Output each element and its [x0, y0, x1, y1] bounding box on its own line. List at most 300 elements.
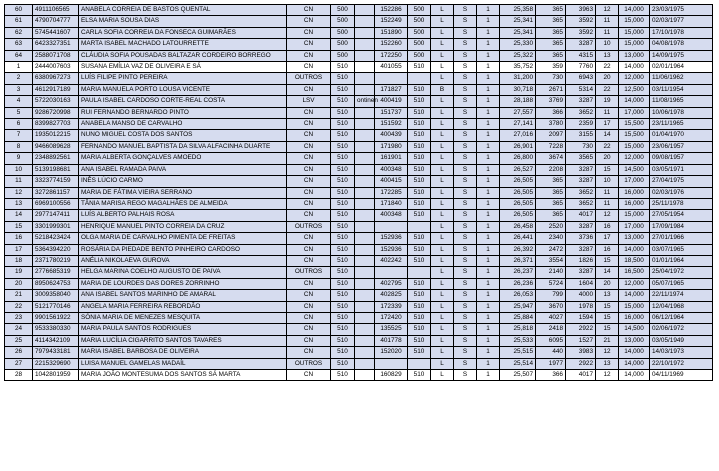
id-number-cell: 7979433181	[33, 347, 79, 358]
exam-score-cell: 15,000	[619, 210, 650, 221]
table-row	[5, 130, 713, 141]
group-cell: 500	[408, 27, 431, 38]
exam-score-cell: 12,000	[619, 73, 650, 84]
table-row	[5, 176, 713, 187]
nature-cell: L	[431, 347, 454, 358]
service-days-a-cell: 366	[536, 370, 566, 381]
grade-cell: 30,718	[500, 84, 536, 95]
status-cell: S	[454, 267, 477, 278]
table-row	[5, 16, 713, 27]
id-number-cell: 3301999301	[33, 221, 79, 232]
rank-cell: 7	[5, 130, 33, 141]
service-days-b-cell: 4315	[566, 50, 596, 61]
full-name-cell: ANGELA MARIA FERREIRA REBORDÃO	[79, 301, 287, 312]
service-days-b-cell: 3155	[566, 130, 596, 141]
origin-cell: CN	[287, 130, 331, 141]
priority-cell: 1	[477, 27, 500, 38]
exam-score-cell: 14,000	[619, 5, 650, 16]
rank-cell: 24	[5, 324, 33, 335]
rank-cell: 13	[5, 198, 33, 209]
id-number-cell: 8399827703	[33, 119, 79, 130]
group-cell: 510	[408, 290, 431, 301]
priority-cell: 1	[477, 73, 500, 84]
group-cell: 510	[408, 176, 431, 187]
years-cell: 15	[596, 255, 619, 266]
service-days-a-cell: 365	[536, 5, 566, 16]
school-code-cell: 152260	[375, 39, 408, 50]
note-cell	[355, 221, 375, 232]
group-cell: 510	[408, 153, 431, 164]
birth-date-cell: 12/04/1968	[650, 301, 713, 312]
status-cell: S	[454, 187, 477, 198]
origin-cell: CN	[287, 164, 331, 175]
rank-cell: 10	[5, 164, 33, 175]
nature-cell: L	[431, 96, 454, 107]
note-cell	[355, 312, 375, 323]
years-cell: 11	[596, 107, 619, 118]
service-days-a-cell: 1977	[536, 358, 566, 369]
rank-cell: 63	[5, 39, 33, 50]
nature-cell: L	[431, 50, 454, 61]
grade-cell: 25,358	[500, 5, 536, 16]
years-cell: 11	[596, 187, 619, 198]
nature-cell: L	[431, 210, 454, 221]
birth-date-cell: 02/03/1977	[650, 16, 713, 27]
birth-date-cell: 03/05/1949	[650, 335, 713, 346]
birth-date-cell: 06/12/1964	[650, 312, 713, 323]
service-days-b-cell: 4017	[566, 370, 596, 381]
note-cell	[355, 267, 375, 278]
origin-cell: LSV	[287, 96, 331, 107]
group-cell: 510	[408, 107, 431, 118]
school-code-cell: 171827	[375, 84, 408, 95]
full-name-cell: SÓNIA MARIA DE MENEZES MESQUITA	[79, 312, 287, 323]
origin-cell: CN	[287, 198, 331, 209]
grade-cell: 25,533	[500, 335, 536, 346]
service-days-b-cell: 3736	[566, 233, 596, 244]
group-code-cell: 510	[331, 210, 355, 221]
full-name-cell: MARTA ISABEL MACHADO LATOURRETTE	[79, 39, 287, 50]
status-cell: S	[454, 301, 477, 312]
service-days-a-cell: 3769	[536, 96, 566, 107]
table-row	[5, 119, 713, 130]
years-cell: 11	[596, 198, 619, 209]
rank-cell: 5	[5, 107, 33, 118]
id-number-cell: 9901561922	[33, 312, 79, 323]
grade-cell: 26,505	[500, 187, 536, 198]
years-cell: 11	[596, 27, 619, 38]
full-name-cell: ROSÁRIA DA PIEDADE BENTO PINHEIRO CARDOSO	[79, 244, 287, 255]
note-cell	[355, 119, 375, 130]
school-code-cell: 152020	[375, 347, 408, 358]
school-code-cell: 402242	[375, 255, 408, 266]
id-number-cell: 6423327351	[33, 39, 79, 50]
priority-cell: 1	[477, 290, 500, 301]
birth-date-cell: 22/10/1972	[650, 358, 713, 369]
group-code-cell: 510	[331, 324, 355, 335]
years-cell: 12	[596, 210, 619, 221]
origin-cell: CN	[287, 62, 331, 73]
service-days-b-cell: 3287	[566, 164, 596, 175]
grade-cell: 26,800	[500, 153, 536, 164]
group-cell: 510	[408, 312, 431, 323]
nature-cell: L	[431, 141, 454, 152]
note-cell	[355, 324, 375, 335]
nature-cell: L	[431, 221, 454, 232]
group-cell: 500	[408, 39, 431, 50]
table-row	[5, 141, 713, 152]
origin-cell: CN	[287, 16, 331, 27]
service-days-a-cell: 365	[536, 187, 566, 198]
years-cell: 12	[596, 370, 619, 381]
group-cell: 510	[408, 210, 431, 221]
group-code-cell: 510	[331, 107, 355, 118]
exam-score-cell: 15,500	[619, 130, 650, 141]
exam-score-cell: 13,000	[619, 233, 650, 244]
school-code-cell: 172285	[375, 187, 408, 198]
group-code-cell: 510	[331, 370, 355, 381]
years-cell: 20	[596, 153, 619, 164]
service-days-a-cell: 7228	[536, 141, 566, 152]
service-days-b-cell: 7760	[566, 62, 596, 73]
nature-cell: L	[431, 39, 454, 50]
origin-cell: OUTROS	[287, 73, 331, 84]
status-cell: S	[454, 370, 477, 381]
nature-cell: L	[431, 301, 454, 312]
grade-cell: 26,053	[500, 290, 536, 301]
id-number-cell: 3272861157	[33, 187, 79, 198]
service-days-b-cell: 3963	[566, 5, 596, 16]
group-code-cell: 510	[331, 84, 355, 95]
full-name-cell: ANABELA CORREIA DE BASTOS QUENTAL	[79, 5, 287, 16]
table-row	[5, 62, 713, 73]
grade-cell: 31,200	[500, 73, 536, 84]
nature-cell: L	[431, 107, 454, 118]
birth-date-cell: 23/11/1965	[650, 119, 713, 130]
table-row	[5, 255, 713, 266]
note-cell	[355, 73, 375, 84]
nature-cell: L	[431, 312, 454, 323]
grade-cell: 25,507	[500, 370, 536, 381]
origin-cell: CN	[287, 187, 331, 198]
exam-score-cell: 14,000	[619, 370, 650, 381]
id-number-cell: 8950624753	[33, 278, 79, 289]
birth-date-cell: 23/03/1975	[650, 5, 713, 16]
group-cell: 510	[408, 130, 431, 141]
group-code-cell: 510	[331, 312, 355, 323]
exam-score-cell: 12,000	[619, 278, 650, 289]
origin-cell: OUTROS	[287, 358, 331, 369]
years-cell: 17	[596, 119, 619, 130]
exam-score-cell: 14,500	[619, 164, 650, 175]
priority-cell: 1	[477, 301, 500, 312]
group-code-cell: 510	[331, 221, 355, 232]
spreadsheet	[4, 4, 713, 381]
group-cell	[408, 221, 431, 232]
service-days-b-cell: 4017	[566, 210, 596, 221]
priority-cell: 1	[477, 198, 500, 209]
grade-cell: 26,441	[500, 233, 536, 244]
status-cell: S	[454, 358, 477, 369]
rank-cell: 4	[5, 96, 33, 107]
rank-cell: 17	[5, 244, 33, 255]
group-code-cell: 510	[331, 62, 355, 73]
note-cell	[355, 16, 375, 27]
status-cell: S	[454, 84, 477, 95]
status-cell: S	[454, 312, 477, 323]
table-row	[5, 107, 713, 118]
priority-cell: 1	[477, 96, 500, 107]
school-code-cell: 400348	[375, 210, 408, 221]
group-cell: 510	[408, 62, 431, 73]
school-code-cell	[375, 267, 408, 278]
nature-cell: L	[431, 27, 454, 38]
full-name-cell: ANA ISABEL SANTOS MARINHO DE AMARAL	[79, 290, 287, 301]
priority-cell: 1	[477, 107, 500, 118]
table-row	[5, 96, 713, 107]
rank-cell: 8	[5, 141, 33, 152]
id-number-cell: 9286720998	[33, 107, 79, 118]
full-name-cell: MARIA PAULA SANTOS RODRIGUES	[79, 324, 287, 335]
group-cell: 510	[408, 187, 431, 198]
id-number-cell: 9533380330	[33, 324, 79, 335]
service-days-b-cell: 3983	[566, 347, 596, 358]
full-name-cell: NUNO MIGUEL COSTA DOS SANTOS	[79, 130, 287, 141]
full-name-cell: CARLA SOFIA CORREIA DA FONSECA GUIMARÃES	[79, 27, 287, 38]
grade-cell: 26,458	[500, 221, 536, 232]
service-days-a-cell: 2140	[536, 267, 566, 278]
nature-cell: L	[431, 324, 454, 335]
nature-cell: L	[431, 62, 454, 73]
priority-cell: 1	[477, 176, 500, 187]
rank-cell: 28	[5, 370, 33, 381]
exam-score-cell: 18,500	[619, 255, 650, 266]
origin-cell: CN	[287, 39, 331, 50]
nature-cell: L	[431, 5, 454, 16]
years-cell: 22	[596, 141, 619, 152]
service-days-b-cell: 3565	[566, 153, 596, 164]
table-row	[5, 164, 713, 175]
service-days-b-cell: 5314	[566, 84, 596, 95]
note-cell	[355, 244, 375, 255]
full-name-cell: MARIA LUCÍLIA CIGARRITO SANTOS TAVARES	[79, 335, 287, 346]
birth-date-cell: 04/08/1978	[650, 39, 713, 50]
full-name-cell: PAULA ISABEL CARDOSO CORTE-REAL COSTA	[79, 96, 287, 107]
group-cell: 510	[408, 84, 431, 95]
group-code-cell: 510	[331, 176, 355, 187]
exam-score-cell: 16,000	[619, 312, 650, 323]
service-days-a-cell: 2208	[536, 164, 566, 175]
full-name-cell: SUSANA EMÍLIA VAZ DE OLIVEIRA E SÁ	[79, 62, 287, 73]
exam-score-cell: 16,000	[619, 187, 650, 198]
note-cell	[355, 198, 375, 209]
rank-cell: 21	[5, 290, 33, 301]
service-days-a-cell: 365	[536, 176, 566, 187]
priority-cell: 1	[477, 164, 500, 175]
id-number-cell: 9466089628	[33, 141, 79, 152]
status-cell: S	[454, 335, 477, 346]
service-days-b-cell: 1826	[566, 255, 596, 266]
id-number-cell: 1042801959	[33, 370, 79, 381]
grade-cell: 25,514	[500, 358, 536, 369]
birth-date-cell: 03/11/1954	[650, 84, 713, 95]
birth-date-cell: 27/01/1966	[650, 233, 713, 244]
school-code-cell: 135525	[375, 324, 408, 335]
grade-cell: 26,505	[500, 198, 536, 209]
nature-cell: L	[431, 370, 454, 381]
group-code-cell: 510	[331, 233, 355, 244]
group-code-cell: 510	[331, 290, 355, 301]
table-row	[5, 233, 713, 244]
grade-cell: 25,341	[500, 27, 536, 38]
id-number-cell: 6969100556	[33, 198, 79, 209]
exam-score-cell: 13,000	[619, 335, 650, 346]
school-code-cell	[375, 358, 408, 369]
origin-cell: CN	[287, 347, 331, 358]
group-code-cell: 510	[331, 141, 355, 152]
id-number-cell: 5722030163	[33, 96, 79, 107]
exam-score-cell: 14,000	[619, 290, 650, 301]
service-days-b-cell: 3287	[566, 221, 596, 232]
service-days-b-cell: 1527	[566, 335, 596, 346]
group-code-cell: 510	[331, 301, 355, 312]
id-number-cell: 2776685319	[33, 267, 79, 278]
service-days-a-cell: 2097	[536, 130, 566, 141]
priority-cell: 1	[477, 370, 500, 381]
exam-score-cell: 14,000	[619, 62, 650, 73]
birth-date-cell: 27/04/1975	[650, 176, 713, 187]
origin-cell: CN	[287, 233, 331, 244]
status-cell: S	[454, 27, 477, 38]
id-number-cell: 2348892561	[33, 153, 79, 164]
nature-cell: L	[431, 198, 454, 209]
status-cell: S	[454, 176, 477, 187]
service-days-a-cell: 2418	[536, 324, 566, 335]
school-code-cell: 171840	[375, 198, 408, 209]
origin-cell: CN	[287, 335, 331, 346]
nature-cell: L	[431, 73, 454, 84]
rank-cell: 19	[5, 267, 33, 278]
grade-cell: 28,188	[500, 96, 536, 107]
id-number-cell: 3323774159	[33, 176, 79, 187]
full-name-cell: CLÁUDIA SOFIA POUSADAS BALTAZAR CORDEIRO BORREGO	[79, 50, 287, 61]
note-cell	[355, 255, 375, 266]
service-days-b-cell: 2922	[566, 324, 596, 335]
birth-date-cell: 25/04/1972	[650, 267, 713, 278]
school-code-cell: 160829	[375, 370, 408, 381]
status-cell: S	[454, 141, 477, 152]
full-name-cell: MARIA ALBERTA GONÇALVES AMOEDO	[79, 153, 287, 164]
priority-cell: 1	[477, 267, 500, 278]
service-days-a-cell: 730	[536, 73, 566, 84]
group-cell	[408, 267, 431, 278]
status-cell: S	[454, 50, 477, 61]
note-cell	[355, 5, 375, 16]
service-days-b-cell: 1978	[566, 301, 596, 312]
id-number-cell: 1935012215	[33, 130, 79, 141]
id-number-cell: 2977147411	[33, 210, 79, 221]
origin-cell: CN	[287, 370, 331, 381]
note-cell: ontinen	[355, 96, 375, 107]
service-days-b-cell: 3287	[566, 96, 596, 107]
school-code-cell: 401778	[375, 335, 408, 346]
priority-cell: 1	[477, 62, 500, 73]
priority-cell: 1	[477, 210, 500, 221]
nature-cell: L	[431, 153, 454, 164]
school-code-cell	[375, 221, 408, 232]
table-row	[5, 198, 713, 209]
service-days-a-cell: 365	[536, 198, 566, 209]
rank-cell: 64	[5, 50, 33, 61]
service-days-a-cell: 3670	[536, 301, 566, 312]
id-number-cell: 3009358040	[33, 290, 79, 301]
exam-score-cell: 15,000	[619, 27, 650, 38]
table-row	[5, 278, 713, 289]
group-cell: 510	[408, 96, 431, 107]
service-days-b-cell: 3652	[566, 107, 596, 118]
note-cell	[355, 370, 375, 381]
school-code-cell	[375, 73, 408, 84]
note-cell	[355, 358, 375, 369]
note-cell	[355, 301, 375, 312]
id-number-cell: 5364394220	[33, 244, 79, 255]
service-days-b-cell: 1604	[566, 278, 596, 289]
years-cell: 20	[596, 278, 619, 289]
id-number-cell: 5745441607	[33, 27, 79, 38]
full-name-cell: LUÍS FILIPE PINTO PEREIRA	[79, 73, 287, 84]
full-name-cell: ANÉLIA NIKOLAEVA GUROVA	[79, 255, 287, 266]
exam-score-cell: 14,500	[619, 324, 650, 335]
rank-cell: 23	[5, 312, 33, 323]
nature-cell: L	[431, 130, 454, 141]
birth-date-cell: 01/01/1964	[650, 255, 713, 266]
origin-cell: CN	[287, 141, 331, 152]
school-code-cell: 400419	[375, 96, 408, 107]
full-name-cell: ELSA MARIA SOUSA DIAS	[79, 16, 287, 27]
grade-cell: 25,341	[500, 16, 536, 27]
nature-cell: L	[431, 187, 454, 198]
grade-cell: 25,947	[500, 301, 536, 312]
group-code-cell: 510	[331, 244, 355, 255]
school-code-cell: 171980	[375, 141, 408, 152]
status-cell: S	[454, 347, 477, 358]
priority-cell: 1	[477, 278, 500, 289]
id-number-cell: 2588071708	[33, 50, 79, 61]
status-cell: S	[454, 244, 477, 255]
school-code-cell: 402825	[375, 290, 408, 301]
grade-cell: 27,557	[500, 107, 536, 118]
note-cell	[355, 50, 375, 61]
table-row	[5, 324, 713, 335]
group-cell: 510	[408, 301, 431, 312]
grade-cell: 26,392	[500, 244, 536, 255]
nature-cell: L	[431, 233, 454, 244]
school-code-cell: 400348	[375, 164, 408, 175]
years-cell: 15	[596, 312, 619, 323]
school-code-cell: 152936	[375, 244, 408, 255]
years-cell: 14	[596, 267, 619, 278]
table-row	[5, 221, 713, 232]
birth-date-cell: 25/11/1978	[650, 198, 713, 209]
group-code-cell: 510	[331, 198, 355, 209]
birth-date-cell: 05/07/1965	[650, 278, 713, 289]
exam-score-cell: 13,000	[619, 50, 650, 61]
status-cell: S	[454, 198, 477, 209]
nature-cell: L	[431, 278, 454, 289]
priority-cell: 1	[477, 141, 500, 152]
exam-score-cell: 12,000	[619, 153, 650, 164]
grade-cell: 27,016	[500, 130, 536, 141]
